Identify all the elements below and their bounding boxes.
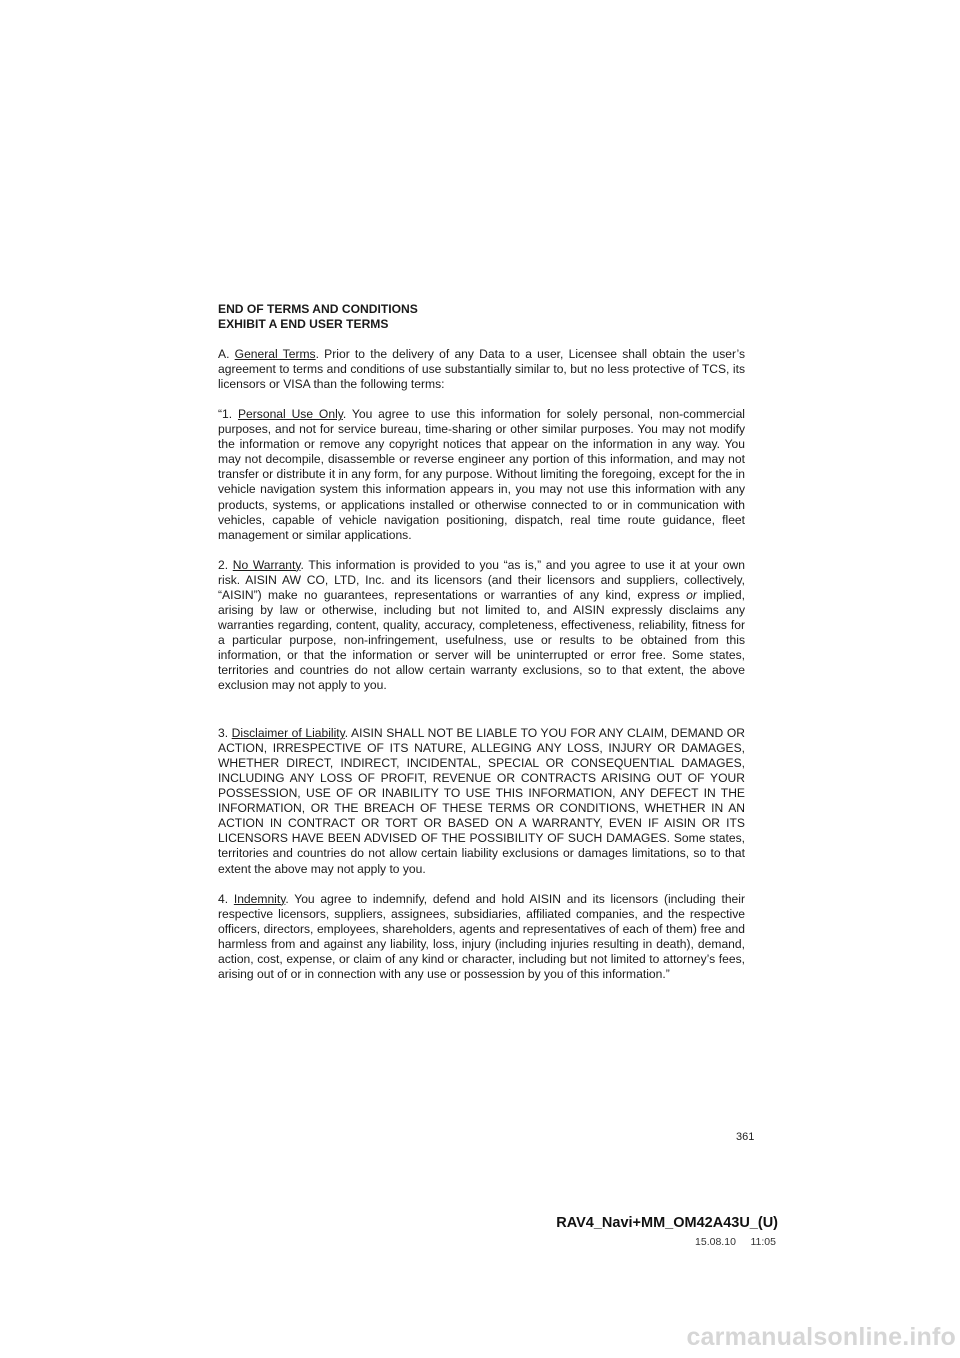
- section-1-prefix: “1.: [218, 407, 238, 422]
- section-1-personal-use: [218, 407, 745, 542]
- heading-exhibit-a: EXHIBIT A END USER TERMS: [218, 317, 389, 332]
- section-2-no-warranty: [218, 558, 745, 693]
- section-4-prefix: 4.: [218, 891, 234, 906]
- section-3-body: . AISIN SHALL NOT BE LIABLE TO YOU FOR ANY CLAIM, DEMAND OR ACTION, IRRESPECTIVE OF ITS NATURE, ALLEGING ANY LOSS, INJURY OR DAMAGES, WHETHER DIRECT, INDIRECT, INCIDENTAL, SPECIAL OR CONSEQUENTIAL DAMAGES, INCLUDING ANY LOSS OF PROFIT, REVENUE OR CONTRACTS ARISING OUT OF YOUR POSSESSION, USE OF OR INABILITY TO USE THIS INFORMATION, ANY DEFECT IN THE INFORMATION, OR THE BREACH OF THESE TERMS OR CONDITIONS, WHETHER IN AN ACTION IN CONTRACT OR TORT OR BASED ON A WARRANTY, EVEN IF AISIN OR ITS LICENSORS HAVE BEEN ADVISED OF THE POSSIBILITY OF SUCH DAMAGES. Some states, territories and countries do not allow certain liability exclusions or damages limitations, so to that extent the above may not apply to you.: [218, 726, 745, 876]
- section-1-title: Personal Use Only: [237, 407, 343, 422]
- section-3-prefix: 3.: [218, 726, 232, 741]
- section-4-body: . You agree to indemnify, defend and hold AISIN and its licensors (including their respective licensors, suppliers, assignees, subsidiaries, affiliated companies, and the respective officers, directors, employees, shareholders, agents and representatives of each of them) free and harmless from and against any liability, loss, injury (including injuries resulting in death), demand, action, cost, expense, or claim of any kind or character, including but not limited to attorney’s fees, arising out of or in connection with any use or possession by you of this information.”: [218, 891, 745, 981]
- section-2-title: No Warranty: [232, 557, 301, 572]
- heading-end-of-terms: END OF TERMS AND CONDITIONS: [218, 302, 418, 316]
- section-2-emphasis: or: [686, 587, 697, 602]
- section-a-general-terms: [218, 347, 745, 392]
- section-2-body-after: implied, arising by law or otherwise, including but not limited to, and AISIN expressly disclaims any warranties regarding, content, quality, accuracy, completeness, effectiveness, reliability, fitness for a particular purpose, non-infringement, usefulness, use or results to be obtained from this information, or that the information or server will be uninterrupted or error free. Some states, territories and countries do not allow certain warranty exclusions, so to that extent, the above exclusion may not apply to you.: [218, 587, 745, 693]
- section-1-body: . You agree to use this information for solely personal, non-commercial purposes, and not for service bureau, time-sharing or other similar purposes. You may not modify the information or remove any copyright notices that appear on the information in any way. You may not decompile, disassemble or reverse engineer any portion of this information, and may not transfer or distribute it in any form, for any purpose. Without limiting the foregoing, except for the in vehicle navigation system this information appears in, you may not use this information with any products, systems, or applications installed or otherwise connected to or in communication with vehicles, capable of vehicle navigation positioning, dispatch, real time route guidance, fleet management or similar applications.: [218, 407, 745, 542]
- print-timestamp: 15.08.10 11:05: [695, 1236, 776, 1248]
- section-4-indemnity: [218, 892, 745, 982]
- section-4-title: Indemnity: [233, 891, 286, 906]
- watermark: carmanualsonline.info: [686, 1323, 956, 1351]
- section-2-prefix: 2.: [218, 557, 233, 572]
- section-a-title: General Terms: [234, 347, 316, 362]
- document-id: RAV4_Navi+MM_OM42A43U_(U): [556, 1215, 778, 1231]
- section-a-prefix: A.: [218, 347, 235, 362]
- section-3-title: Disclaimer of Liability: [231, 726, 345, 741]
- page-number: 361: [736, 1131, 755, 1143]
- terms-content: [218, 302, 745, 982]
- section-3-disclaimer: [218, 726, 745, 876]
- section-a-body: . Prior to the delivery of any Data to a user, Licensee shall obtain the user’s agreement to terms and conditions of use substantially similar to, but no less protective of TCS, its licensors or VISA than the following terms:: [218, 347, 746, 392]
- section-2-body-before: . This information is provided to you “as is,” and you agree to use it at your own risk. AISIN AW CO, LTD, Inc. and its licensors (and their licensors and suppliers, collectively, “AISIN”) make no guarantees, representations or warranties of any kind, express: [218, 557, 745, 602]
